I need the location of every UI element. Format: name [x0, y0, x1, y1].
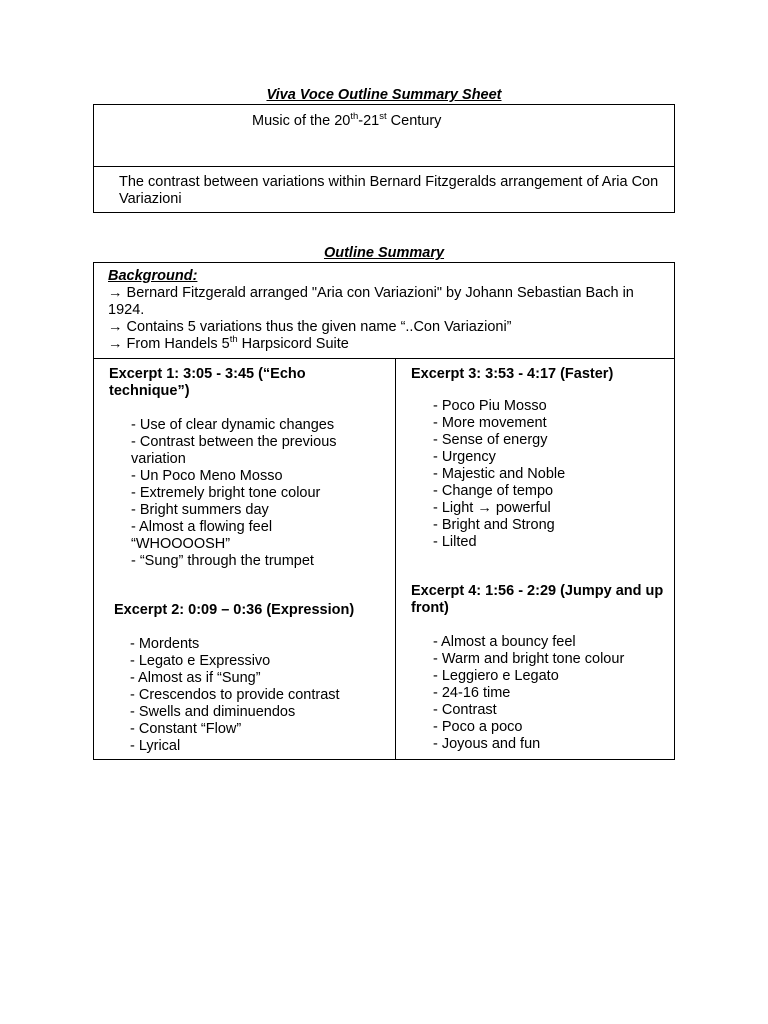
background-section [108, 268, 660, 353]
topic-statement: The contrast between variations within Bernard Fitzgeralds arrangement of Aria Con Variazioni [119, 174, 659, 207]
list-item: - Warm and bright tone colour [433, 651, 625, 667]
excerpt-4-title: Excerpt 4: 1:56 - 2:29 (Jumpy and up front) [411, 583, 664, 616]
list-item: - Change of tempo [433, 483, 554, 499]
list-item: - Un Poco Meno Mosso [131, 468, 283, 484]
list-item: - Bright and Strong [433, 517, 555, 533]
list-item: - Almost as if “Sung” [130, 670, 261, 686]
excerpt-4 [411, 583, 666, 753]
list-item: - Legato e Expressivo [130, 653, 271, 669]
list-item: - Lyrical [130, 738, 181, 754]
list-item: - Majestic and Noble [433, 466, 566, 482]
excerpt-2-title: Excerpt 2: 0:09 – 0:36 (Expression) [114, 602, 355, 618]
header-box [93, 104, 675, 213]
excerpt-2 [114, 602, 384, 755]
excerpt-3-title: Excerpt 3: 3:53 - 4:17 (Faster) [411, 366, 614, 382]
column-divider [395, 358, 396, 759]
list-item: - Poco Piu Mosso [433, 398, 547, 414]
list-item: - Contrast [433, 702, 497, 718]
excerpt-1 [109, 366, 379, 570]
list-item: - Mordents [130, 636, 200, 652]
background-line-1: → Bernard Fitzgerald arranged "Aria con Variazioni" by Johann Sebastian Bach in 1924. [108, 285, 634, 318]
list-item: - Urgency [433, 449, 496, 465]
background-label: Background: [108, 268, 198, 284]
list-item: - Constant “Flow” [130, 721, 242, 737]
list-item: - Crescendos to provide contrast [130, 687, 340, 703]
list-item: - Lilted [433, 534, 477, 550]
list-item: - Almost a bouncy feel [433, 634, 576, 650]
list-item: - Light → powerful [433, 500, 551, 516]
section-divider [94, 358, 674, 359]
list-item: - Contrast between the previous variation [131, 434, 337, 467]
list-item: - Poco a poco [433, 719, 523, 735]
sheet-title: Viva Voce Outline Summary Sheet [266, 87, 502, 103]
excerpt-3 [411, 366, 666, 551]
list-item: - Use of clear dynamic changes [131, 417, 335, 433]
list-item: - Almost a flowing feel “WHOOOOSH” [131, 519, 273, 552]
header-divider [94, 166, 674, 167]
list-item: - “Sung” through the trumpet [131, 553, 314, 569]
list-item: - Extremely bright tone colour [131, 485, 321, 501]
background-line-2: → Contains 5 variations thus the given name “..Con Variazioni” [108, 319, 512, 335]
list-item: - Bright summers day [131, 502, 269, 518]
list-item: - Joyous and fun [433, 736, 541, 752]
course-title: Music of the 20th-21st Century [252, 111, 442, 129]
excerpt-1-title: Excerpt 1: 3:05 - 3:45 (“Echo technique”) [109, 366, 306, 399]
background-line-3: → From Handels 5th Harpsicord Suite [108, 334, 349, 352]
list-item: - Swells and diminuendos [130, 704, 296, 720]
excerpt-2-list [114, 636, 384, 755]
excerpt-1-list [109, 417, 367, 570]
outline-title: Outline Summary [323, 245, 445, 261]
excerpt-4-list [411, 634, 666, 753]
list-item: - Leggiero e Legato [433, 668, 559, 684]
list-item: - More movement [433, 415, 547, 431]
excerpt-3-list [411, 398, 666, 551]
list-item: - 24-16 time [433, 685, 511, 701]
outline-box [93, 262, 675, 760]
list-item: - Sense of energy [433, 432, 548, 448]
